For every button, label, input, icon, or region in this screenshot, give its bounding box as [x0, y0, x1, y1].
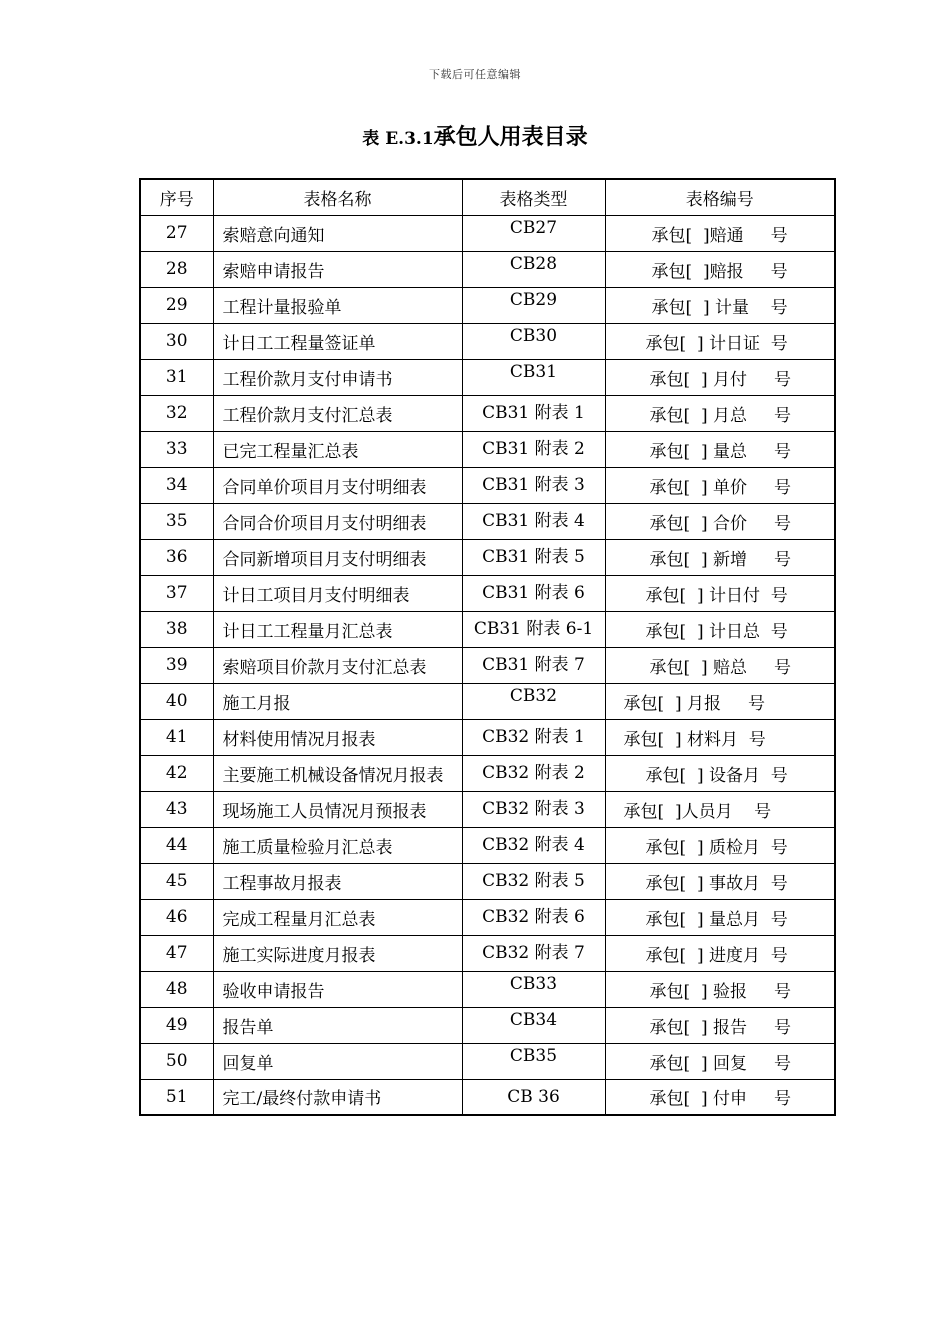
- row-form-name: 合同单价项目月支付明细表: [213, 467, 462, 503]
- row-form-type: CB34: [462, 1007, 605, 1043]
- row-form-type: CB32 附表 1: [462, 719, 605, 755]
- row-form-name: 施工实际进度月报表: [213, 935, 462, 971]
- row-form-code: 承包[ ] 付申 号: [605, 1079, 835, 1115]
- row-serial-no: 41: [140, 719, 213, 755]
- row-form-code: 承包[ ] 计日总 号: [605, 611, 835, 647]
- table-row: [140, 611, 835, 647]
- table-row: [140, 215, 835, 251]
- row-form-name: 计日工项目月支付明细表: [213, 575, 462, 611]
- row-serial-no: 47: [140, 935, 213, 971]
- row-form-code: 承包[ ] 新增 号: [605, 539, 835, 575]
- row-form-type: CB32: [462, 683, 605, 719]
- row-form-name: 回复单: [213, 1043, 462, 1079]
- row-form-type: CB33: [462, 971, 605, 1007]
- row-serial-no: 32: [140, 395, 213, 431]
- row-serial-no: 34: [140, 467, 213, 503]
- row-serial-no: 30: [140, 323, 213, 359]
- title-prefix: 表 E.3.1: [362, 129, 434, 149]
- table-row: [140, 971, 835, 1007]
- row-serial-no: 50: [140, 1043, 213, 1079]
- row-form-type: CB32 附表 6: [462, 899, 605, 935]
- row-serial-no: 46: [140, 899, 213, 935]
- row-form-code: 承包[ ] 回复 号: [605, 1043, 835, 1079]
- row-form-name: 索赔意向通知: [213, 215, 462, 251]
- row-form-name: 已完工程量汇总表: [213, 431, 462, 467]
- table-row: [140, 683, 835, 719]
- row-form-name: 材料使用情况月报表: [213, 719, 462, 755]
- row-form-type: CB29: [462, 287, 605, 323]
- row-form-code: 承包[ ]人员月 号: [605, 791, 835, 827]
- row-form-name: 计日工工程量签证单: [213, 323, 462, 359]
- table-row: [140, 899, 835, 935]
- row-form-name: 报告单: [213, 1007, 462, 1043]
- row-form-code: 承包[ ] 量总月 号: [605, 899, 835, 935]
- table-body: [140, 215, 835, 1115]
- form-catalog-table: [139, 178, 836, 1116]
- table-row: [140, 395, 835, 431]
- row-serial-no: 35: [140, 503, 213, 539]
- row-form-type: CB31 附表 6-1: [462, 611, 605, 647]
- table-row: [140, 827, 835, 863]
- table-row: [140, 1007, 835, 1043]
- row-serial-no: 33: [140, 431, 213, 467]
- row-form-code: 承包[ ] 验报 号: [605, 971, 835, 1007]
- row-form-type: CB32 附表 3: [462, 791, 605, 827]
- header-form-code: 表格编号: [605, 179, 835, 215]
- header-note: 下载后可任意编辑: [429, 68, 521, 81]
- row-form-code: 承包[ ]赔通 号: [605, 215, 835, 251]
- row-serial-no: 48: [140, 971, 213, 1007]
- row-serial-no: 36: [140, 539, 213, 575]
- table-row: [140, 575, 835, 611]
- row-form-type: CB31 附表 7: [462, 647, 605, 683]
- row-form-name: 合同新增项目月支付明细表: [213, 539, 462, 575]
- header-form-name: 表格名称: [213, 179, 462, 215]
- row-form-code: 承包[ ] 月报 号: [605, 683, 835, 719]
- row-form-type: CB31 附表 2: [462, 431, 605, 467]
- row-form-code: 承包[ ] 质检月 号: [605, 827, 835, 863]
- table-row: [140, 467, 835, 503]
- table-row: [140, 755, 835, 791]
- row-form-name: 施工月报: [213, 683, 462, 719]
- row-form-type: CB31 附表 3: [462, 467, 605, 503]
- row-serial-no: 42: [140, 755, 213, 791]
- row-form-code: 承包[ ] 进度月 号: [605, 935, 835, 971]
- header-serial-no: 序号: [140, 179, 213, 215]
- table-row: [140, 323, 835, 359]
- row-form-name: 施工质量检验月汇总表: [213, 827, 462, 863]
- row-form-code: 承包[ ] 量总 号: [605, 431, 835, 467]
- row-form-code: 承包[ ] 合价 号: [605, 503, 835, 539]
- row-form-name: 完工/最终付款申请书: [213, 1079, 462, 1115]
- row-form-name: 合同合价项目月支付明细表: [213, 503, 462, 539]
- row-form-code: 承包[ ] 单价 号: [605, 467, 835, 503]
- table-header-row: [140, 179, 835, 215]
- row-serial-no: 37: [140, 575, 213, 611]
- table-row: [140, 431, 835, 467]
- row-form-type: CB31: [462, 359, 605, 395]
- row-form-code: 承包[ ] 事故月 号: [605, 863, 835, 899]
- row-form-type: CB27: [462, 215, 605, 251]
- table-row: [140, 287, 835, 323]
- row-form-code: 承包[ ] 计日证 号: [605, 323, 835, 359]
- row-form-code: 承包[ ] 报告 号: [605, 1007, 835, 1043]
- row-form-type: CB35: [462, 1043, 605, 1079]
- row-form-type: CB31 附表 1: [462, 395, 605, 431]
- title-main: 承包人用表目录: [433, 124, 588, 150]
- row-serial-no: 29: [140, 287, 213, 323]
- row-serial-no: 38: [140, 611, 213, 647]
- row-form-type: CB 36: [462, 1079, 605, 1115]
- row-form-name: 工程计量报验单: [213, 287, 462, 323]
- row-serial-no: 31: [140, 359, 213, 395]
- row-form-code: 承包[ ] 计量 号: [605, 287, 835, 323]
- table-row: [140, 503, 835, 539]
- row-form-type: CB28: [462, 251, 605, 287]
- row-serial-no: 27: [140, 215, 213, 251]
- table-row: [140, 359, 835, 395]
- table-row: [140, 1043, 835, 1079]
- row-serial-no: 43: [140, 791, 213, 827]
- row-form-name: 现场施工人员情况月预报表: [213, 791, 462, 827]
- table-row: [140, 1079, 835, 1115]
- row-serial-no: 51: [140, 1079, 213, 1115]
- row-form-name: 索赔申请报告: [213, 251, 462, 287]
- row-form-type: CB31 附表 6: [462, 575, 605, 611]
- header-form-type: 表格类型: [462, 179, 605, 215]
- row-form-code: 承包[ ] 材料月 号: [605, 719, 835, 755]
- row-serial-no: 49: [140, 1007, 213, 1043]
- row-form-code: 承包[ ]赔报 号: [605, 251, 835, 287]
- table-row: [140, 251, 835, 287]
- row-form-code: 承包[ ] 赔总 号: [605, 647, 835, 683]
- row-serial-no: 44: [140, 827, 213, 863]
- table-row: [140, 935, 835, 971]
- row-form-type: CB31 附表 4: [462, 503, 605, 539]
- table-row: [140, 791, 835, 827]
- row-form-code: 承包[ ] 计日付 号: [605, 575, 835, 611]
- document-title: [0, 120, 950, 151]
- row-form-name: 计日工工程量月汇总表: [213, 611, 462, 647]
- row-form-type: CB31 附表 5: [462, 539, 605, 575]
- row-form-name: 主要施工机械设备情况月报表: [213, 755, 462, 791]
- row-form-name: 验收申请报告: [213, 971, 462, 1007]
- row-form-type: CB32 附表 4: [462, 827, 605, 863]
- row-form-code: 承包[ ] 设备月 号: [605, 755, 835, 791]
- row-form-type: CB32 附表 7: [462, 935, 605, 971]
- row-form-name: 工程价款月支付汇总表: [213, 395, 462, 431]
- row-serial-no: 39: [140, 647, 213, 683]
- row-serial-no: 28: [140, 251, 213, 287]
- row-form-type: CB32 附表 2: [462, 755, 605, 791]
- row-serial-no: 40: [140, 683, 213, 719]
- row-form-name: 工程事故月报表: [213, 863, 462, 899]
- row-form-type: CB30: [462, 323, 605, 359]
- table-row: [140, 863, 835, 899]
- row-form-name: 工程价款月支付申请书: [213, 359, 462, 395]
- row-serial-no: 45: [140, 863, 213, 899]
- row-form-code: 承包[ ] 月付 号: [605, 359, 835, 395]
- row-form-type: CB32 附表 5: [462, 863, 605, 899]
- table-row: [140, 719, 835, 755]
- table-row: [140, 647, 835, 683]
- row-form-name: 索赔项目价款月支付汇总表: [213, 647, 462, 683]
- table-row: [140, 539, 835, 575]
- row-form-name: 完成工程量月汇总表: [213, 899, 462, 935]
- row-form-code: 承包[ ] 月总 号: [605, 395, 835, 431]
